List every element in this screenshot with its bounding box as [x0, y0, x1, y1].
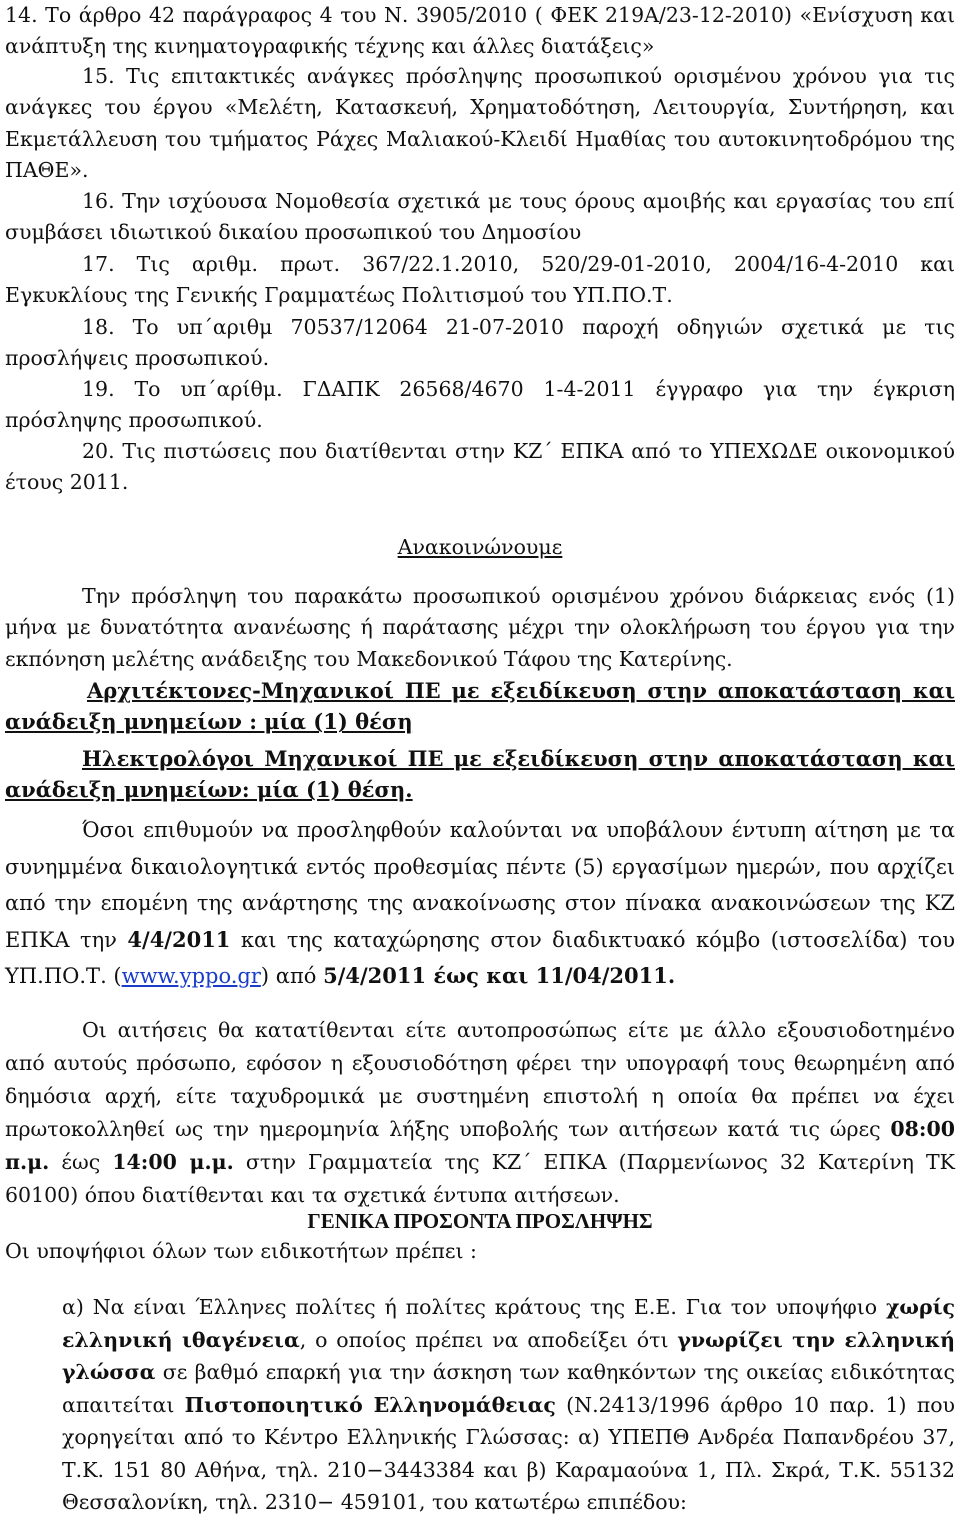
application-text-1: Όσοι επιθυμούν να προσληφθούν καλούνται να υποβάλουν έντυπη αίτηση με τα συνημμένα δικαιολογητικά εντός προθεσμίας πέντε (5) εργασίμων ημερών, που αρχίζει από την επομένη της ανάρτησης της ανακοίνωσης στον πίνακα ανακοινώσεων της ΚΖ ΕΠΚΑ την — [5, 818, 955, 952]
submission-period: 5/4/2011 έως και 11/04/2011. — [323, 963, 676, 988]
announce-title: Ανακοινώνουμε — [397, 535, 563, 559]
item-19: 19. Το υπ΄αρίθμ. ΓΔΑΠΚ 26568/4670 1-4-2011 έγγραφο για την έγκριση πρόσληψης προσωπικού. — [5, 377, 955, 433]
submission-text-3: στην Γραμματεία της ΚΖ΄ ΕΠΚΑ (Παρμενίωνος 32 Κατερίνη ΤΚ 60100) όπου διατίθενται και τα σχετικά έντυπα αιτήσεων. — [5, 1150, 955, 1207]
qualification-a-bold-2: γνωρίζει την ελληνική γλώσσα — [62, 1327, 956, 1384]
application-text-2: και της καταχώρησης στον διαδικτυακό κόμβο (ιστοσελίδα) του ΥΠ.ΠΟ.Τ. ( — [5, 927, 955, 988]
hours-end: 14:00 μ.μ. — [112, 1150, 234, 1174]
qualification-a-text-2: , ο οποίος πρέπει να αποδείξει ότι — [299, 1327, 678, 1352]
submission-text-2: έως — [49, 1150, 113, 1174]
item-18: 18. Το υπ΄αριθμ 70537/12064 21-07-2010 παροχή οδηγιών σχετικά με τις προσλήψεις προσωπικού. — [5, 315, 955, 371]
hours-start: 08:00 π.μ. — [5, 1117, 955, 1174]
yppo-website-link[interactable]: www.yppo.gr — [121, 964, 261, 988]
qualification-a-bold-1: χωρίς ελληνική ιθαγένεια — [62, 1295, 955, 1352]
item-20: 20. Τις πιστώσεις που διατίθενται στην ΚΖ΄ ΕΠΚΑ από το ΥΠΕΧΩΔΕ οικονομικού έτους 2011. — [5, 439, 955, 495]
item-15: 15. Τις επιτακτικές ανάγκες πρόσληψης προσωπικού ορισμένου χρόνου για τις ανάγκες του έργου «Μελέτη, Κατασκευή, Χρηματοδότηση, Λειτουργία, Συντήρηση, και Εκμετάλλευση του τμήματος Ράχες Μαλιακού-Κλειδί Ημαθίας του αυτοκινητοδρόμου της ΠΑΘΕ». — [5, 64, 955, 183]
application-deadline-paragraph — [5, 812, 955, 995]
item-16: 16. Την ισχύουσα Νομοθεσία σχετικά με τους όρους αμοιβής και εργασίας του επί συμβάσει ιδιωτικού δικαίου προσωπικού του Δημοσίου — [5, 189, 955, 245]
position-architects: Αρχιτέκτονες-Μηχανικοί ΠΕ με εξειδίκευση στην αποκατάσταση και ανάδειξη μνημείων : μία (1) θέση — [5, 678, 955, 735]
application-text-3: ) από — [260, 964, 324, 988]
qualification-a-text-1: α) Να είναι Έλληνες πολίτες ή πολίτες κράτους της Ε.Ε. Για τον υποψήφιο — [62, 1295, 886, 1319]
announcement-date: 4/4/2011 — [127, 926, 231, 952]
item-14: 14. Το άρθρο 42 παράγραφος 4 του Ν. 3905/2010 ( ΦΕΚ 219Α/23-12-2010) «Ενίσχυση και ανάπτυξη της κινηματογραφικής τέχνης και άλλες διατάξεις» — [5, 3, 955, 59]
announce-intro: Την πρόσληψη του παρακάτω προσωπικού ορισμένου χρόνου διάρκειας ενός (1) μήνα με δυνατότητα ανανέωσης ή παράτασης μέχρι την ολοκλήρωση του έργου για την εκπόνηση μελέτης ανάδειξης του Μακεδονικού Τάφου της Κατερίνης. — [5, 584, 955, 671]
submission-text-1: Οι αιτήσεις θα κατατίθενται είτε αυτοπροσώπως είτε με άλλο εξουσιοδοτημένο από αυτούς πρόσωπο, εφόσον η εξουσιοδότηση φέρει την υπογραφή τους θεωρημένη από δημόσια αρχή, είτε ταχυδρομικά με συστημένη επιστολή η οποία θα πρέπει να έχει πρωτοκολληθεί ως την ημερομηνία λήξης υποβολής των αιτήσεων κατά τις ώρες — [5, 1018, 955, 1141]
position-electrical-engineers: Ηλεκτρολόγοι Μηχανικοί ΠΕ με εξειδίκευση στην αποκατάσταση και ανάδειξη μνημείων: μία (1) θέση. — [5, 746, 955, 803]
general-qualifications-lead: Οι υποψήφιοι όλων των ειδικοτήτων πρέπει : — [5, 1239, 477, 1263]
qualification-a — [62, 1291, 955, 1519]
qualification-a-text-3: σε βαθμό επαρκή για την άσκηση των καθηκόντων της οικείας ειδικότητας απαιτείται — [62, 1360, 955, 1417]
item-17: 17. Τις αριθμ. πρωτ. 367/22.1.2010, 520/29-01-2010, 2004/16-4-2010 και Εγκυκλίους της Γενικής Γραμματέως Πολιτισμού του ΥΠ.ΠΟ.Τ. — [5, 252, 955, 308]
qualification-a-bold-3: Πιστοποιητικό Ελληνομάθειας — [184, 1392, 556, 1417]
qualification-a-text-4: (Ν.2413/1996 άρθρο 10 παρ. 1) που χορηγείται από το Κέντρο Ελληνικής Γλώσσας: α) ΥΠΕΠΘ Ανδρέα Παπανδρέου 37, Τ.Κ. 151 80 Αθήνα, τηλ. 210−3443384 και β) Καραμαούνα 1, Πλ. Σκρά, Τ.Κ. 55132 Θεσσαλονίκη, τηλ. 2310− 459101, του κατωτέρω επιπέδου: — [62, 1392, 955, 1514]
general-qualifications-title: ΓΕΝΙΚΑ ΠΡΟΣΟΝΤΑ ΠΡΟΣΛΗΨΗΣ — [307, 1209, 653, 1233]
submission-methods-paragraph — [5, 1014, 955, 1212]
